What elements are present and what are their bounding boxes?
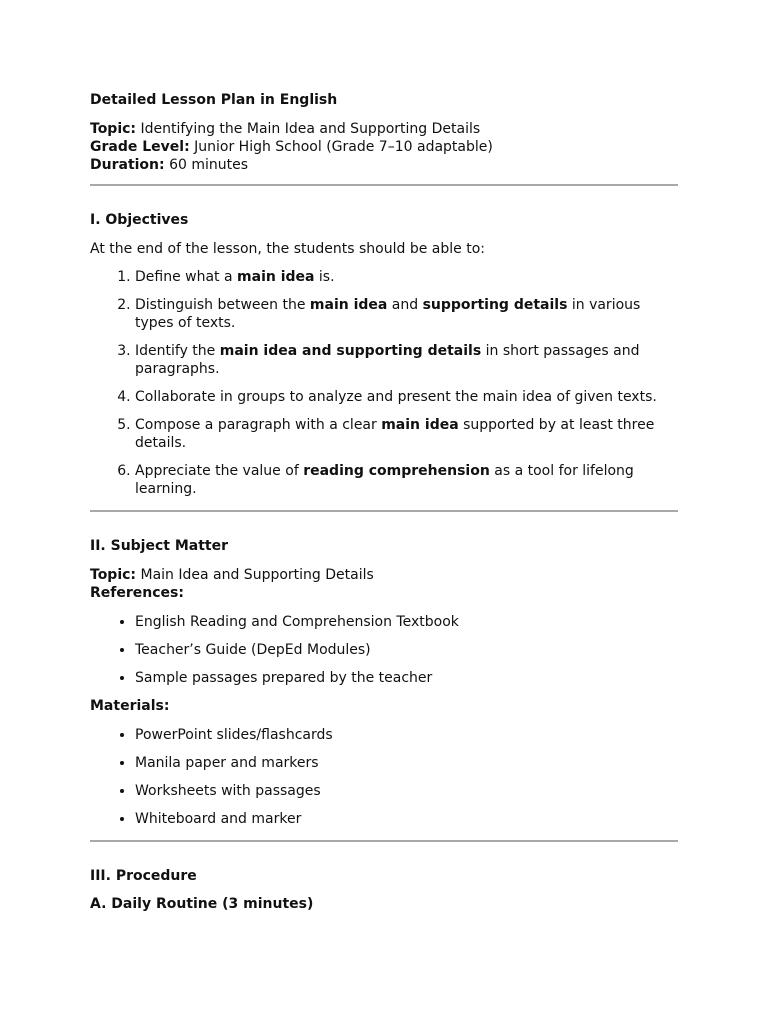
duration-label: Duration: (90, 157, 165, 173)
topic-line (90, 120, 678, 138)
grade-level-value: Junior High School (Grade 7–10 adaptable) (194, 139, 493, 155)
material-item: • Worksheets with passages (135, 782, 678, 800)
subject-topic-line (90, 566, 678, 584)
section-divider (90, 840, 678, 842)
objectives-intro: At the end of the lesson, the students should be able to: (90, 241, 485, 257)
grade-level-label: Grade Level: (90, 139, 190, 155)
objective-item: 6. Appreciate the value of reading comprehension as a tool for lifelong learning. (135, 462, 678, 498)
subject-topic-label: Topic: (90, 567, 137, 583)
objective-item: 5. Compose a paragraph with a clear main idea supported by at least three details. (135, 416, 678, 452)
objective-item: 4. Collaborate in groups to analyze and present the main idea of given texts. (135, 388, 678, 406)
material-item: • Whiteboard and marker (135, 810, 678, 828)
procedure-subheading: A. Daily Routine (3 minutes) (90, 896, 314, 912)
objective-item: 3. Identify the main idea and supporting details in short passages and paragraphs. (135, 342, 678, 378)
subject-matter-heading: II. Subject Matter (90, 538, 229, 554)
material-item: • PowerPoint slides/flashcards (135, 726, 678, 744)
material-item: • Manila paper and markers (135, 754, 678, 772)
reference-item: • Teacher’s Guide (DepEd Modules) (135, 641, 678, 659)
lesson-plan-document (90, 92, 678, 913)
reference-item: • English Reading and Comprehension Textbook (135, 613, 678, 631)
procedure-heading: III. Procedure (90, 868, 197, 884)
topic-value: Identifying the Main Idea and Supporting Details (140, 121, 481, 137)
objectives-list (90, 268, 678, 498)
materials-label: Materials: (90, 698, 170, 714)
subject-topic-value: Main Idea and Supporting Details (140, 567, 374, 583)
objective-item: 1. Define what a main idea is. (135, 268, 678, 286)
section-divider (90, 510, 678, 512)
materials-list (90, 726, 678, 828)
document-title: Detailed Lesson Plan in English (90, 92, 338, 108)
section-divider (90, 184, 678, 186)
duration-line (90, 156, 678, 174)
references-list (90, 613, 678, 687)
objective-item: 2. Distinguish between the main idea and supporting details in various types of texts. (135, 296, 678, 332)
objectives-heading: I. Objectives (90, 212, 189, 228)
topic-label: Topic: (90, 121, 137, 137)
reference-item: • Sample passages prepared by the teacher (135, 669, 678, 687)
duration-value: 60 minutes (169, 157, 249, 173)
grade-level-line (90, 138, 678, 156)
references-label: References: (90, 585, 184, 601)
